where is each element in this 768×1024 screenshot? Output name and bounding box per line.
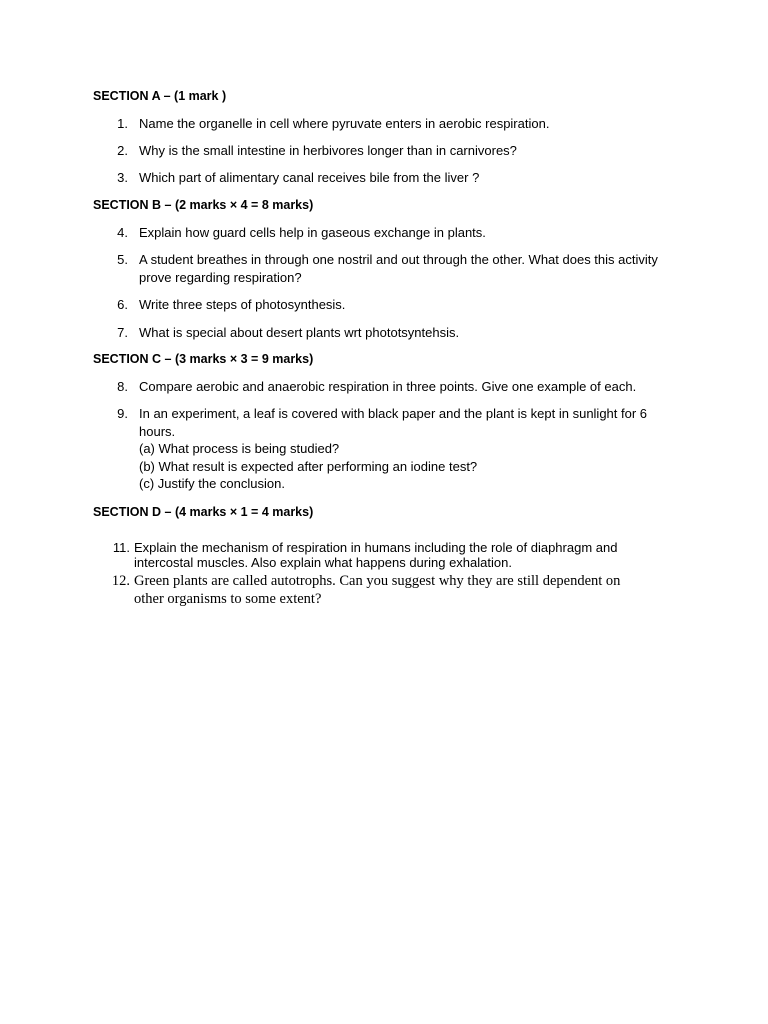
question-text-line: prove regarding respiration? bbox=[139, 269, 302, 285]
question-text-line: In an experiment, a leaf is covered with black paper and the plant is kept in sunlight for 6 bbox=[139, 406, 648, 421]
question-text: What is special about desert plants wrt phototsyntehsis. bbox=[139, 325, 460, 340]
question-number: 6. bbox=[117, 297, 128, 312]
question-text: Why is the small intestine in herbivores longer than in carnivores? bbox=[139, 143, 517, 158]
sub-question-b: (b) What result is expected after performing an iodine test? bbox=[139, 458, 478, 474]
question-text bbox=[139, 251, 679, 286]
question-text bbox=[134, 572, 674, 608]
question-text-line: A student breathes in through one nostril and out through the other. What does this activity bbox=[139, 252, 658, 267]
question-text: Name the organelle in cell where pyruvate enters in aerobic respiration. bbox=[139, 116, 550, 131]
question-text-line: hours. bbox=[139, 423, 176, 439]
question-number: 8. bbox=[117, 379, 128, 394]
section-d-heading: SECTION D – (4 marks × 1 = 4 marks) bbox=[93, 505, 314, 519]
section-c-heading: SECTION C – (3 marks × 3 = 9 marks) bbox=[93, 352, 314, 366]
section-b-heading: SECTION B – (2 marks × 4 = 8 marks) bbox=[93, 198, 314, 212]
question-number: 9. bbox=[117, 406, 128, 421]
question-number: 11. bbox=[112, 540, 130, 555]
question-text bbox=[139, 405, 679, 493]
question-number: 5. bbox=[117, 252, 128, 267]
question-number: 12. bbox=[111, 573, 130, 589]
question-number: 4. bbox=[117, 225, 128, 240]
question-number: 2. bbox=[117, 143, 128, 158]
question-number: 3. bbox=[117, 170, 128, 185]
question-text: Write three steps of photosynthesis. bbox=[139, 297, 346, 312]
question-text: Which part of alimentary canal receives bile from the liver ? bbox=[139, 170, 480, 185]
sub-question-a: (a) What process is being studied? bbox=[139, 441, 340, 456]
sub-question-c: (c) Justify the conclusion. bbox=[139, 476, 285, 491]
question-number: 1. bbox=[117, 116, 128, 131]
question-number: 7. bbox=[117, 325, 128, 340]
question-text: Explain how guard cells help in gaseous exchange in plants. bbox=[139, 225, 486, 240]
question-text-line: Green plants are called autotrophs. Can you suggest why they are still dependent on bbox=[134, 573, 621, 589]
question-text bbox=[134, 540, 674, 570]
section-a-heading: SECTION A – (1 mark ) bbox=[93, 89, 227, 103]
question-text: Compare aerobic and anaerobic respiration in three points. Give one example of each. bbox=[139, 379, 637, 394]
question-text-line: Explain the mechanism of respiration in humans including the role of diaphragm and bbox=[134, 540, 618, 555]
question-text-line: intercostal muscles. Also explain what happens during exhalation. bbox=[134, 555, 512, 570]
question-text-line: other organisms to some extent? bbox=[134, 591, 322, 607]
